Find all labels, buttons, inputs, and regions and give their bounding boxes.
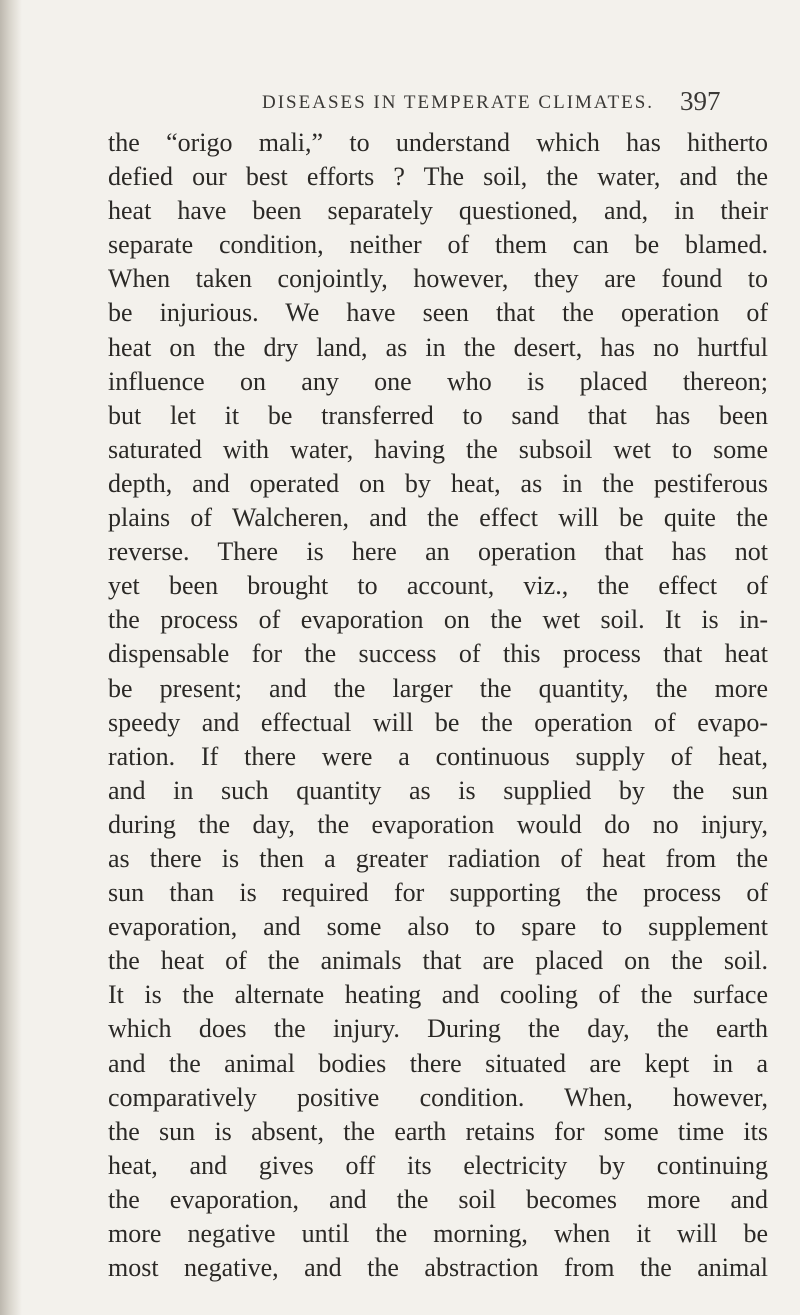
page-header xyxy=(262,86,782,120)
text-line: comparatively positive condition. When, however, xyxy=(108,1082,768,1112)
text-line: more negative until the morning, when it will be xyxy=(108,1219,768,1248)
text-line: but let it be transferred to sand that has been xyxy=(108,400,768,430)
text-line: be present; and the larger the quantity, the more xyxy=(108,673,768,703)
text-line: depth, and operated on by heat, as in the pestiferous xyxy=(108,468,768,498)
text-line: during the day, the evaporation would do no injury, xyxy=(108,809,768,839)
text-line: as there is then a greater radiation of heat from the xyxy=(108,843,768,873)
text-line: which does the injury. During the day, the earth xyxy=(108,1014,768,1044)
text-line: When taken conjointly, however, they are found to xyxy=(108,264,768,294)
page-gutter-shadow xyxy=(0,0,22,1315)
text-line: the evaporation, and the soil becomes more and xyxy=(108,1184,768,1214)
text-line: defied our best efforts ? The soil, the water, and the xyxy=(108,162,768,192)
text-line: evaporation, and some also to spare to supplement xyxy=(108,912,768,942)
text-line: plains of Walcheren, and the effect will be quite the xyxy=(108,503,768,533)
text-line: heat on the dry land, as in the desert, has no hurtful xyxy=(108,332,768,362)
text-line: and in such quantity as is supplied by the sun xyxy=(108,775,768,805)
text-line: the “origo mali,” to understand which has hitherto xyxy=(108,128,768,157)
text-line: heat, and gives off its electricity by continuing xyxy=(108,1150,768,1180)
text-line: reverse. There is here an operation that has not xyxy=(108,537,768,567)
text-line: ration. If there were a continuous supply of heat, xyxy=(108,741,768,771)
text-line: most negative, and the abstraction from the animal xyxy=(108,1253,768,1283)
text-line: yet been brought to account, viz., the effect of xyxy=(108,571,768,601)
text-line: saturated with water, having the subsoil wet to some xyxy=(108,434,768,464)
text-line: dispensable for the success of this process that heat xyxy=(108,639,768,669)
text-line: the sun is absent, the earth retains for some time its xyxy=(108,1116,768,1146)
text-line: influence on any one who is placed thereon; xyxy=(108,366,768,396)
text-line: the heat of the animals that are placed on the soil. xyxy=(108,946,768,976)
text-line: separate condition, neither of them can be blamed. xyxy=(108,230,768,260)
body-text xyxy=(108,126,768,1285)
text-line: sun than is required for supporting the process of xyxy=(108,878,768,908)
text-line: and the animal bodies there situated are kept in a xyxy=(108,1048,768,1078)
text-line: speedy and effectual will be the operation of evapo- xyxy=(108,707,768,737)
text-line: heat have been separately questioned, and, in their xyxy=(108,196,768,226)
text-line: be injurious. We have seen that the operation of xyxy=(108,298,768,328)
text-line: It is the alternate heating and cooling of the surface xyxy=(108,980,768,1010)
text-line: the process of evaporation on the wet soil. It is in- xyxy=(108,605,768,635)
running-head: DISEASES IN TEMPERATE CLIMATES. xyxy=(262,92,655,113)
page-number: 397 xyxy=(680,86,721,116)
